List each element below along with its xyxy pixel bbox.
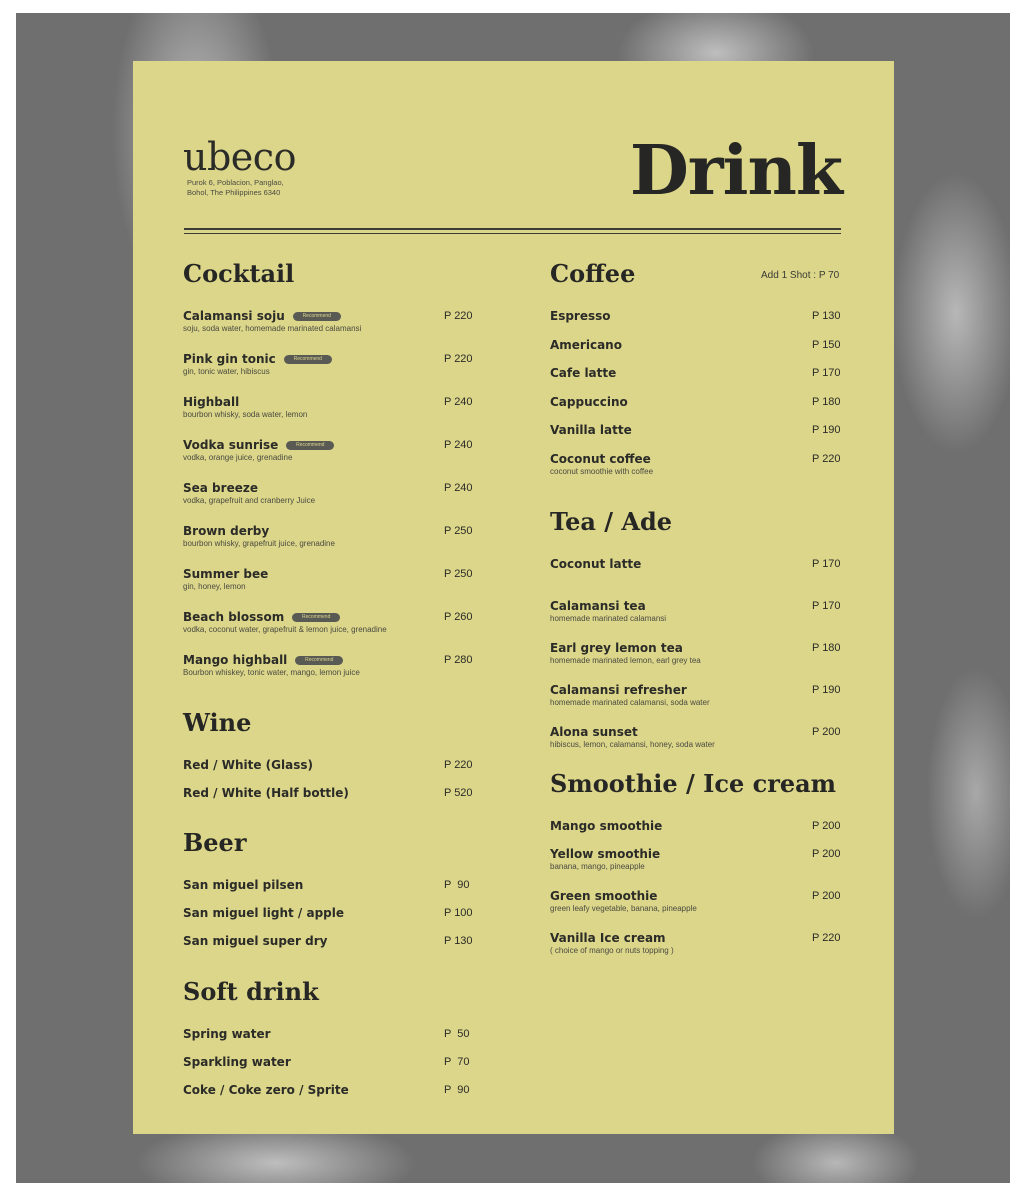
item-price: P 150 [812,338,841,351]
item-name: Sparkling water [183,1055,291,1069]
item-price: P 50 [444,1028,470,1040]
menu-item [550,599,850,624]
item-name-row [183,309,483,323]
section-title: Soft drink [183,977,319,1006]
item-name-row [550,725,850,739]
item-name-row [183,567,483,581]
menu-item [183,653,483,678]
menu-item [183,395,483,420]
item-description: vodka, orange juice, grenadine [183,453,293,462]
item-price: P 250 [444,525,473,537]
brand-address: Purok 6, Poblacion, Panglao, Bohol, The Philippines 6340 [187,178,284,197]
item-description: bourbon whisky, soda water, lemon [183,410,308,419]
brand-logo: ubeco [183,135,296,179]
item-name-row [183,610,483,624]
item-description: Bourbon whiskey, tonic water, mango, lemon juice [183,668,360,677]
item-description: bourbon whisky, grapefruit juice, grenadine [183,539,335,548]
menu-item [183,567,483,592]
item-name: Pink gin tonic [183,352,276,366]
menu-item [183,786,483,800]
item-name-row [550,819,850,833]
header-divider-thin [184,233,841,234]
item-name-row [183,1027,483,1041]
item-description: hibiscus, lemon, calamansi, honey, soda water [550,740,715,749]
menu-item [183,352,483,377]
menu-sheet [133,61,894,1134]
item-price: P 250 [444,568,473,580]
item-name-row [550,599,850,613]
menu-item [550,931,850,956]
menu-item [183,1055,483,1069]
item-name-row [183,481,483,495]
item-name: Alona sunset [550,725,638,739]
menu-item [550,847,850,872]
item-price: P 100 [444,907,473,919]
item-name: Vanilla latte [550,423,632,437]
item-name: Sea breeze [183,481,258,495]
item-name: Calamansi refresher [550,683,687,697]
section-note: Add 1 Shot : P 70 [761,270,840,281]
item-description: gin, tonic water, hibiscus [183,367,270,376]
item-description: banana, mango, pineapple [550,862,645,871]
item-name: Vodka sunrise [183,438,279,452]
menu-item [183,934,483,948]
item-price: P 170 [812,600,841,612]
item-name: Brown derby [183,524,270,538]
item-name-row [550,366,850,380]
item-price: P 220 [444,353,473,365]
menu-item [550,395,850,409]
item-name-row [183,395,483,409]
menu-item [183,524,483,549]
item-price: P 220 [444,310,473,322]
item-price: P 240 [444,482,473,494]
item-description: homemade marinated calamansi [550,614,667,623]
item-price: P 200 [812,820,841,832]
item-price: P 180 [812,642,841,654]
item-price: P 200 [812,848,841,860]
item-price: P 90 [444,1084,470,1096]
item-name: San miguel pilsen [183,878,304,892]
item-name: Mango highball [183,653,288,667]
item-name-row [550,452,850,466]
menu-item [183,758,483,772]
item-price: P 70 [444,1056,470,1068]
item-name-row [550,557,850,571]
item-description: green leafy vegetable, banana, pineapple [550,904,697,913]
menu-item [183,1083,483,1097]
menu-item [183,610,483,635]
item-price: P 180 [812,395,841,408]
menu-item [183,438,483,463]
item-name-row [183,934,483,948]
item-name-row [183,1083,483,1097]
item-description: ( choice of mango or nuts topping ) [550,946,674,955]
item-name: Highball [183,395,240,409]
item-name: Red / White (Glass) [183,758,313,772]
item-name: Cafe latte [550,366,617,380]
menu-item [550,683,850,708]
item-name: Summer bee [183,567,269,581]
menu-item [550,725,850,750]
recommend-badge: Recommend [292,613,340,622]
menu-item [183,878,483,892]
menu-item [550,557,850,571]
section-title: Beer [183,828,247,857]
item-name: Yellow smoothie [550,847,661,861]
item-price: P 520 [444,787,473,799]
menu-item [550,338,850,352]
item-name-row [550,338,850,352]
item-description: homemade marinated calamansi, soda water [550,698,710,707]
item-name: Earl grey lemon tea [550,641,683,655]
item-name: Calamansi tea [550,599,646,613]
menu-item [183,906,483,920]
item-description: coconut smoothie with coffee [550,466,654,476]
item-name-row [183,438,483,452]
item-name-row [183,786,483,800]
header-divider [184,228,841,230]
item-price: P 90 [444,879,470,891]
section-title: Wine [183,708,252,737]
item-price: P 260 [444,611,473,623]
item-name-row [183,352,483,366]
section-title: Coffee [550,259,636,288]
item-description: vodka, coconut water, grapefruit & lemon juice, grenadine [183,625,387,634]
recommend-badge: Recommend [295,656,343,665]
item-name: Coconut coffee [550,451,651,466]
section-title: Cocktail [183,259,295,288]
item-name-row [183,906,483,920]
item-description: homemade marinated lemon, earl grey tea [550,656,701,665]
page-title: Drink [629,131,842,211]
menu-item [550,452,850,477]
item-description: vodka, grapefruit and cranberry Juice [183,496,316,505]
item-price: P 170 [812,367,841,379]
item-name-row [550,423,850,437]
recommend-badge: Recommend [286,441,334,450]
item-price: P 200 [812,726,841,738]
item-price: P 280 [444,654,473,666]
item-name: Calamansi soju [183,309,285,323]
menu-item [550,819,850,833]
item-price: P 190 [812,684,841,696]
item-price: P 220 [444,759,473,771]
recommend-badge: Recommend [284,355,332,364]
item-price: P 240 [444,439,473,451]
item-description: gin, honey, lemon [183,582,246,591]
item-name: Coconut latte [550,557,642,571]
item-price: P 190 [812,424,841,436]
item-name-row [550,309,850,323]
item-price: P 220 [812,932,841,944]
menu-item [550,423,850,437]
item-price: P 170 [812,558,841,570]
menu-item [183,309,483,334]
item-price: P 240 [444,396,473,408]
item-name-row [550,931,850,945]
menu-item [550,889,850,914]
item-price: P 130 [812,310,841,322]
item-name-row [550,641,850,655]
item-name: Red / White (Half bottle) [183,786,349,800]
item-name: Coke / Coke zero / Sprite [183,1083,349,1097]
item-name-row [183,878,483,892]
item-price: P 130 [444,935,473,947]
item-name-row [183,758,483,772]
item-name: Vanilla Ice cream [550,931,666,945]
item-name-row [183,1055,483,1069]
section-title: Smoothie / Ice cream [550,769,837,798]
item-name-row [550,683,850,697]
brand-block [183,137,296,198]
item-name-row [183,653,483,667]
item-name: Espresso [550,309,611,323]
item-name-row [550,395,850,409]
recommend-badge: Recommend [293,312,341,321]
item-name: Spring water [183,1027,271,1041]
menu-item [550,641,850,666]
menu-item [550,309,850,323]
item-name: Beach blossom [183,610,285,624]
item-price: P 200 [812,890,841,902]
item-name: San miguel super dry [183,934,328,948]
item-name-row [550,847,850,861]
menu-item [183,1027,483,1041]
menu-item [183,481,483,506]
item-price: P 220 [812,452,841,465]
item-name: Green smoothie [550,889,658,903]
item-name: Americano [550,337,622,352]
menu-item [550,366,850,380]
item-name: Cappuccino [550,394,628,409]
item-description: soju, soda water, homemade marinated calamansi [183,324,362,333]
item-name-row [183,524,483,538]
item-name: San miguel light / apple [183,906,345,920]
item-name: Mango smoothie [550,819,663,833]
section-title: Tea / Ade [550,507,673,536]
item-name-row [550,889,850,903]
